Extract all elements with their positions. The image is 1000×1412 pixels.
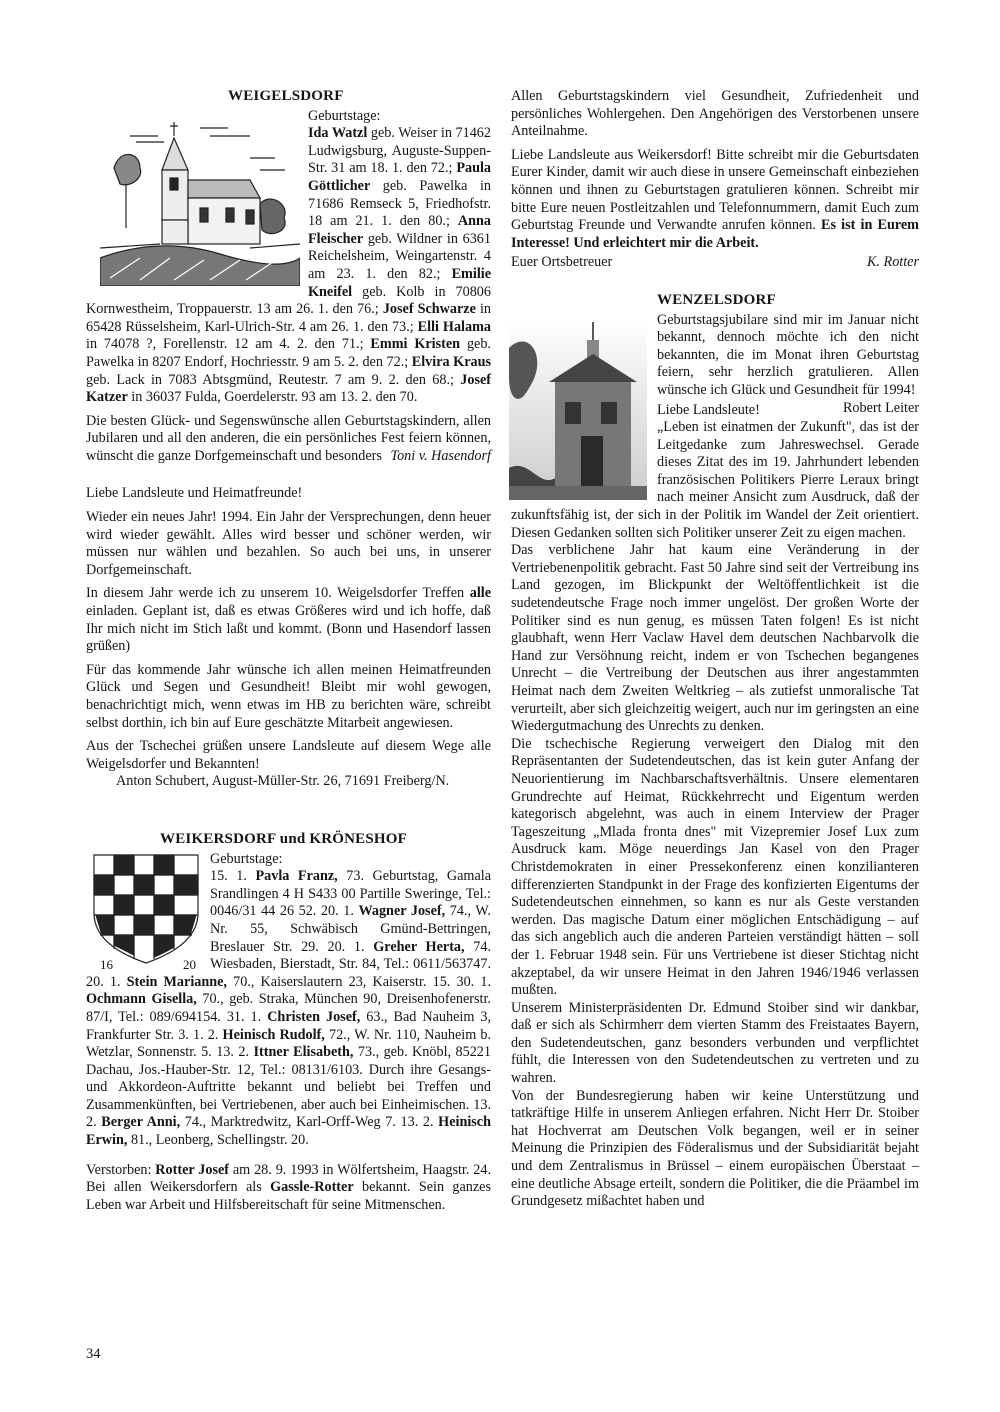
wenzelsdorf-paragraph-6: Von der Bundesregierung haben wir keine Unterstützung und tatkräftige Hilfe in unserem Anliegen erfahren. Nicht Herr Dr. Stoiber hat Hochverrat am Deutschen Volk begangen, weil er in seiner Meinung die Prinzipien des Föderalismus und der Subsidiarität bejaht und dem Zentralismus in Brüssel – einem europäischen Überstaat – eine deutliche Absage erteilt, sondern die Politiker, die die Präambel im Grundgesetz mißachtet haben und [511,1087,919,1210]
weigelsdorf-paragraph-3: Für das kommende Jahr wünsche ich allen meinen Heimatfreunden Glück und Segen und Gesundheit! Bleibt mir wohl gewogen, benachrichtigt mich, wenn etwas im HB zu berichten wäre, schreibt selbst dorthin, ich bin auf Eure geschätzte Mitarbeit angewiesen. [86,661,491,731]
bold-name: Elvira Kraus [411,353,492,370]
bold-name: Es ist in Eurem Interesse! Und erleichtert mir die Arbeit. [511,217,919,251]
bold-name: Stein Marianne, [126,973,227,990]
bold-name: Josef Schwarze [382,301,476,318]
text-run: in 65428 Rüsselsheim, Karl-Ulrich-Str. 4 am 26. 1. den 73.; [86,301,491,335]
wenzelsdorf-heading: WENZELSDORF [657,291,776,308]
wenzelsdorf-paragraph-4: Die tschechische Regierung verweigert den Dialog mit den Repräsentanten der Sudetendeutschen, das ist kein guter Anfang der Neuorientierung im Nachbarschaftsverhältnis. Unsere elementaren Grundrechte auf Heimat, Rückkehrrecht und Eigentum werden kategorisch abgelehnt, was auch in einem Interview der Prager Tageszeitung „Mlada fronta dnes" mit Vizepremier Josef Lux zum Ausdruck kam. Möge neuerdings Jan Kasel von den Prager Christdemokraten in einer Pressekonferenz einen konzilianteren differenzierten Standpunkt in der Frage des konfizierten Eigentums der Sudetendeutschen einnehmen, so kann es nur als Geste verstanden werden. Das magische Datum einer möglichen Entschädigung – auf das sich angeblich auch die anderen Parteien verständigt hätten – soll der 1. Februar 1948 sein. Für uns Vertriebene ist dieser Stichtag nicht akzeptabel, da wir unsere Heimat in den Jahren 1946/1946 verlassen mußten. [511,735,919,999]
wenzelsdorf-paragraph-2: „Leben ist einatmen der Zukunft", das ist der Leitgedanke zum Jahreswechsel. Gerade dieses Zitat des im 19. Jahrhundert lebenden französischen Politikers Pierre Leraux bringt nach meiner Ansicht zum Ausdruck, daß der zukunftsfähig ist, der sich in der Politik im Wandel der Zeit orientiert. Diesen Gedanken sollten sich Politiker unserer Zeit zu eigen machen. [511,419,919,541]
text-run: Verstorben: [86,1161,156,1178]
crest-year-right: 20 [183,956,196,972]
text-run: 73. Geburtstag, Gamala Srandlingen 4 H S433 00 Partille Sweringe, Tel.: 0046/31 44 26 52. 20. 1. [210,868,491,920]
weikersdorf-heading: WEIKERSDORF und KRÖNESHOF [160,830,407,847]
text-run: geb. Lack in 7083 Abtsgmünd, Reutestr. 7 am 9. 2. den 68.; [86,371,461,388]
bold-name: Ittner Elisabeth, [253,1044,354,1061]
church-illustration [100,108,300,286]
text-run: geb. Pawelka in 71686 Remseck 5, Friedhofstr. 18 am 21. 1. den 80.; [308,177,491,230]
wenzelsdorf-paragraph-1-signature: Robert Leiter [842,399,919,416]
text-run: bekannt. Sein ganzes Leben war Arbeit und Hilfsbereitschaft für seine Mitmenschen. [86,1179,491,1213]
wenzelsdorf-paragraph-3: Das verblichene Jahr hat kaum eine Veränderung in der Vertriebenenpolitik gebracht. Fast 50 Jahre sind seit der Vertreibung ins Land gezogen, im Blickpunkt der Weltöffentlichkeit ist die sudetendeutsche Frage noch immer ungelöst. Der großen Worte der Politiker sind es nun genug, es müssen Taten folgen! Es ist nicht glaubhaft, wenn Herr Vaclaw Havel dem deutschen Nachbarvolk die Hand zur Versöhnung reicht, indem er von Tschechen begangenes Unrecht – die Vertreibung der Deutschen aus ihrer angestammten Heimat nach dem Zweiten Weltkrieg – als zutiefst unmoralische Tat verurteilt, aber sich gleichzeitig weigert, auch nur im geringsten an eine Wiedergutmachung des Unrechts zu denken. [511,542,919,735]
coat-of-arms-illustration [90,851,202,973]
bold-name: Pavla Franz, [255,868,338,885]
text-run: einladen. Geplant ist, daß es etwas Größeres wird und ich hoffe, daß Ihr mich nicht im Stich laßt und kommt. (Bonn und Hasendorf lassen grüßen) [86,603,491,655]
left-column [86,88,491,1220]
text-run: am 28. 9. 1993 in Wölfertsheim, Haagstr. 24. Bei allen Weikersdorfern als [86,1161,492,1196]
bold-name: alle [469,585,491,602]
wenzelsdorf-paragraph-5: Unserem Ministerpräsidenten Dr. Edmund Stoiber sind wir dankbar, daß er sich als Schirmherr dem vierten Stamm des Freistaates Bayern, den Sudetendeutschen, ganz besonders verbunden und verpflichtet fühlt, die Interessen von den Sudetendeutschen zu vertreten und zu wahren. [511,999,919,1087]
bold-name: Emilie Kneifel [308,265,491,300]
page-number: 34 [86,1346,101,1362]
bold-name: Rotter Josef [155,1161,230,1178]
text-run: geb. Wildner in 6361 Reichelsheim, Weingartenstr. 4 am 23. 1. den 82.; [308,230,491,282]
weigelsdorf-signature: Anton Schubert, August-Müller-Str. 26, 71691 Freiberg/N. [116,773,450,790]
weigelsdorf-greeting: Liebe Landsleute und Heimatfreunde! [86,485,303,502]
right-column [511,88,919,1211]
text-run: geb. Kolb in 70806 Kornwestheim, Troppauerstr. 13 am 26. 1. den 76.; [86,283,491,318]
weigelsdorf-paragraph-1: Wieder ein neues Jahr! 1994. Ein Jahr der Versprechungen, denn heuer wird wieder gewählt. Alles wird besser und schöner werden, wir müssen nur wählen und bezahlen. So auch bei uns, in unserer Dorfgemeinschaft. [86,509,491,578]
text-run: 70., geb. Straka, München 90, Dreisenhofenerstr. 87/I, Tel.: 089/694154. 31. 1. [86,991,491,1025]
bold-name: Paula Göttlicher [308,160,491,194]
weigelsdorf-paragraph-2 [86,585,491,655]
weikersdorf-obituary [86,1162,491,1215]
bold-name: Greher Herta, [373,938,465,955]
text-run: geb. Weiser in 71462 Ludwigsburg, Auguste-Suppen-Str. 31 am 18. 1. den 72.; [308,125,491,177]
text-run: 70., Kaiserslautern 23, Kaiserstr. 15. 30. 1. [226,973,491,990]
bold-name: Berger Anni, [101,1114,181,1131]
text-run: 73., geb. Knöbl, 85221 Dachau, Jos.-Hauber-Str. 12, Tel.: 08131/6103. Durch ihre Gesangs- und Akkordeon-Auftritte bekannt und beliebt bei Treffen und Zusammenkünften, bei Vertriebenen, aber auch bei Einheimischen. 13. 2. [86,1044,491,1131]
weigelsdorf-subheading: Geburtstage: [308,107,381,124]
wenzelsdorf-greeting: Liebe Landsleute! [657,401,760,418]
text-run: 15. 1. [210,868,256,885]
weigelsdorf-wishes [86,413,491,466]
bold-name: Heinisch Erwin, [86,1114,491,1149]
text-run: 74., Marktredwitz, Karl-Orff-Weg 7. 13. 2. [180,1114,439,1131]
text-run: in 36037 Fulda, Goerdelerstr. 93 am 13. 2. den 70. [127,389,418,406]
bold-name: Wagner Josef, [358,903,446,920]
bold-name: Ochmann Gisella, [86,991,197,1008]
text-run: Liebe Landsleute aus Weikersdorf! Bitte schreibt mir die Geburtsdaten Eurer Kinder, damit wir auch diese in unsere Gemeinschaft einbeziehen können und ihnen zu Geburtstagen gratulieren können. Schreibt mir bitte Eure neuen Postleitzahlen und Telefonnummern, damit Euch zum Geburtstag Freunde und Verwandte anrufen können. [511,146,919,234]
weigelsdorf-paragraph-4: Aus der Tschechei grüßen unsere Landsleute auf diesem Wege alle Weigelsdorfer und Bekannten! [86,738,491,772]
text-run: In diesem Jahr werde ich zu unserem 10. Weigelsdorfer Treffen [86,585,470,602]
bold-name: Gassle-Rotter [270,1179,354,1196]
text-run: 72., W. Nr. 110, Nauheim b. Wetzlar, Sonnenstr. 5. 13. 2. [86,1026,492,1061]
text-run: 74. Wiesbaden, Bierstadt, Str. 84, Tel.: 0611/563747. 20. 1. [86,938,491,990]
weigelsdorf-heading: WEIGELSDORF [228,88,344,104]
crest-year-left: 16 [100,956,113,972]
bold-name: Josef Katzer [86,371,491,406]
text-run: in 74078 ?, Forellenstr. 12 am 4. 2. den 71.; [86,336,371,353]
wenzelsdorf-paragraph-1-text: Geburtstagsjubilare sind mir im Januar nicht bekannt, dennoch möchte ich den nicht bekannten, die im Monat ihren Geburtstag feiern, sehr herzlich gratulieren. Allen wünsche ich Glück und Gesundheit für 1994! [657,311,919,398]
weigelsdorf-wishes-signature: Toni v. Hasendorf [390,447,491,464]
text-run: 81., Leonberg, Schellingstr. 20. [127,1132,309,1149]
bold-name: Elli Halama [417,318,491,335]
weikersdorf-signature-name: K. Rotter [866,254,919,271]
weikersdorf-wishes: Allen Geburtstagskindern viel Gesundheit, Zufriedenheit und persönliches Wohlergehen. Den Angehörigen des Verstorbenen unsere Anteilnahme. [511,88,919,140]
text-run: 63., Bad Nauheim 3, Frankfurter Str. 3. 1. 2. [86,1008,491,1043]
weigelsdorf-wishes-text: Die besten Glück- und Segenswünsche allen Geburtstagskindern, allen Jubilaren und all den anderen, die ein persönliches Fest feiern können, wünscht die ganze Dorfgemeinschaft und besonders [86,412,491,464]
weikersdorf-request [511,147,919,253]
chapel-photo [509,318,647,500]
bold-name: Ida Watzl [308,125,368,142]
text-run: geb. Pawelka in 8207 Endorf, Hochriesstr. 9 am 5. 2. den 72.; [86,336,491,370]
weikersdorf-subheading: Geburtstage: [210,850,283,867]
bold-name: Anna Fleischer [308,213,491,247]
bold-name: Heinisch Rudolf, [222,1026,325,1043]
weikersdorf-signature [511,254,919,272]
weikersdorf-signature-role: Euer Ortsbetreuer [511,254,613,271]
bold-name: Christen Josef, [267,1008,361,1025]
text-run: 74., W. Nr. 55, Schwäbisch Gmünd-Bettringen, Breslauer Str. 29. 20. 1. [210,903,491,955]
bold-name: Emmi Kristen [370,336,461,353]
